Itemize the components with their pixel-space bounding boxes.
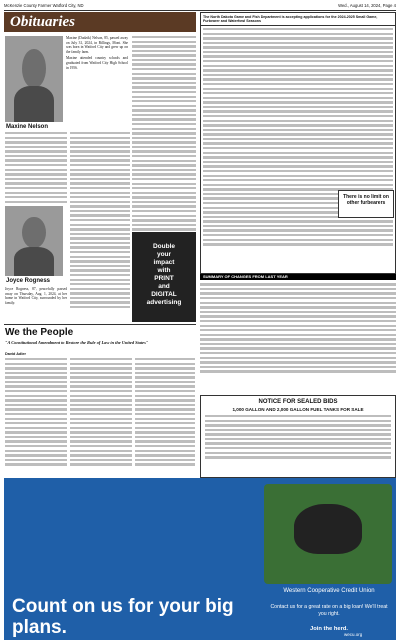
notice-subtitle: 1,000 GALLON AND 2,000 GALLON FUEL TANKS FOR SALE	[232, 407, 364, 412]
joyce-intro: Joyce Rogness, 87, peacefully passed away on Thursday, Aug. 1, 2024, at her home in Watford City, surrounded by her family.	[5, 287, 67, 305]
opinion-col1	[5, 358, 67, 468]
maxine-intro: Maxine (Dudzik) Nelson, 85, passed away on July 31, 2024, in Billings, Mont. She was born in Watford City and grew up on the family farm.	[66, 36, 128, 54]
opinion-col3	[135, 358, 195, 468]
sealed-bids-notice	[200, 395, 396, 478]
ad-line-3: impact	[153, 259, 175, 266]
no-limit-callout: There is no limit on other furbearers	[338, 190, 394, 218]
joyce-caption: Joyce Rogness	[6, 278, 51, 284]
opinion-title: We the People	[5, 327, 74, 338]
maxine-text-col1-cont	[5, 132, 67, 205]
maxine-caption: Maxine Nelson	[6, 124, 49, 130]
maxine-nelson-photo	[5, 36, 63, 122]
summary-box	[200, 274, 396, 394]
obit-column-middle	[70, 132, 130, 311]
masthead	[4, 3, 396, 11]
opinion-col2	[70, 358, 132, 468]
joyce-rogness-photo	[5, 206, 63, 276]
masthead-right: Wed., August 14, 2024, Page 4	[338, 3, 396, 8]
obituaries-banner: Obituaries	[4, 12, 196, 32]
ad-line-6: and	[158, 283, 170, 290]
print-digital-ad	[132, 232, 196, 322]
notice-body	[201, 412, 395, 464]
ad-line-5: PRINT	[154, 275, 174, 282]
ad-line-7: DIGITAL	[151, 291, 177, 298]
ad-line-2: your	[156, 251, 172, 258]
table-header: The North Dakota Game and Fish Department is accepting applications for the 2024-2025 Small Game, Furbearer and Waterfowl Seasons	[201, 13, 395, 26]
maxine-services: Maxine attended country schools and graduated from Watford City High School in 1956.	[66, 56, 128, 70]
wecu-cta: Join the herd.	[309, 626, 348, 632]
obit-column-2	[132, 36, 196, 256]
summary-lines	[200, 280, 396, 372]
ad-line-4: with	[157, 267, 171, 274]
ad-line-8: advertising	[146, 299, 182, 306]
opinion-subtitle: "A Constitutional Amendment to Restore the Rule of Law in the United States"	[5, 340, 149, 345]
opinion-byline: David Adler	[5, 352, 26, 356]
section-divider	[4, 324, 196, 325]
wecu-headline: Count on us for your big plans.	[12, 596, 234, 638]
wecu-url[interactable]: wecu.org	[344, 632, 363, 637]
bull-icon	[294, 504, 362, 554]
notice-title: NOTICE FOR SEALED BIDS	[258, 399, 338, 405]
wecu-tagline: Contact us for a great rate on a big loan! We'll treat you right.	[270, 604, 388, 617]
masthead-left: McKenzie County Farmer Watford City, ND	[4, 3, 84, 8]
summary-title: SUMMARY OF CHANGES FROM LAST YEAR	[200, 274, 396, 280]
wecu-advertisement	[4, 478, 396, 640]
wecu-bank: Western Cooperative Credit Union	[283, 588, 375, 594]
game-fish-table	[200, 12, 396, 274]
maxine-text-col1	[66, 36, 128, 124]
ad-line-1: Double	[152, 243, 176, 250]
wecu-bull-photo	[264, 484, 392, 584]
